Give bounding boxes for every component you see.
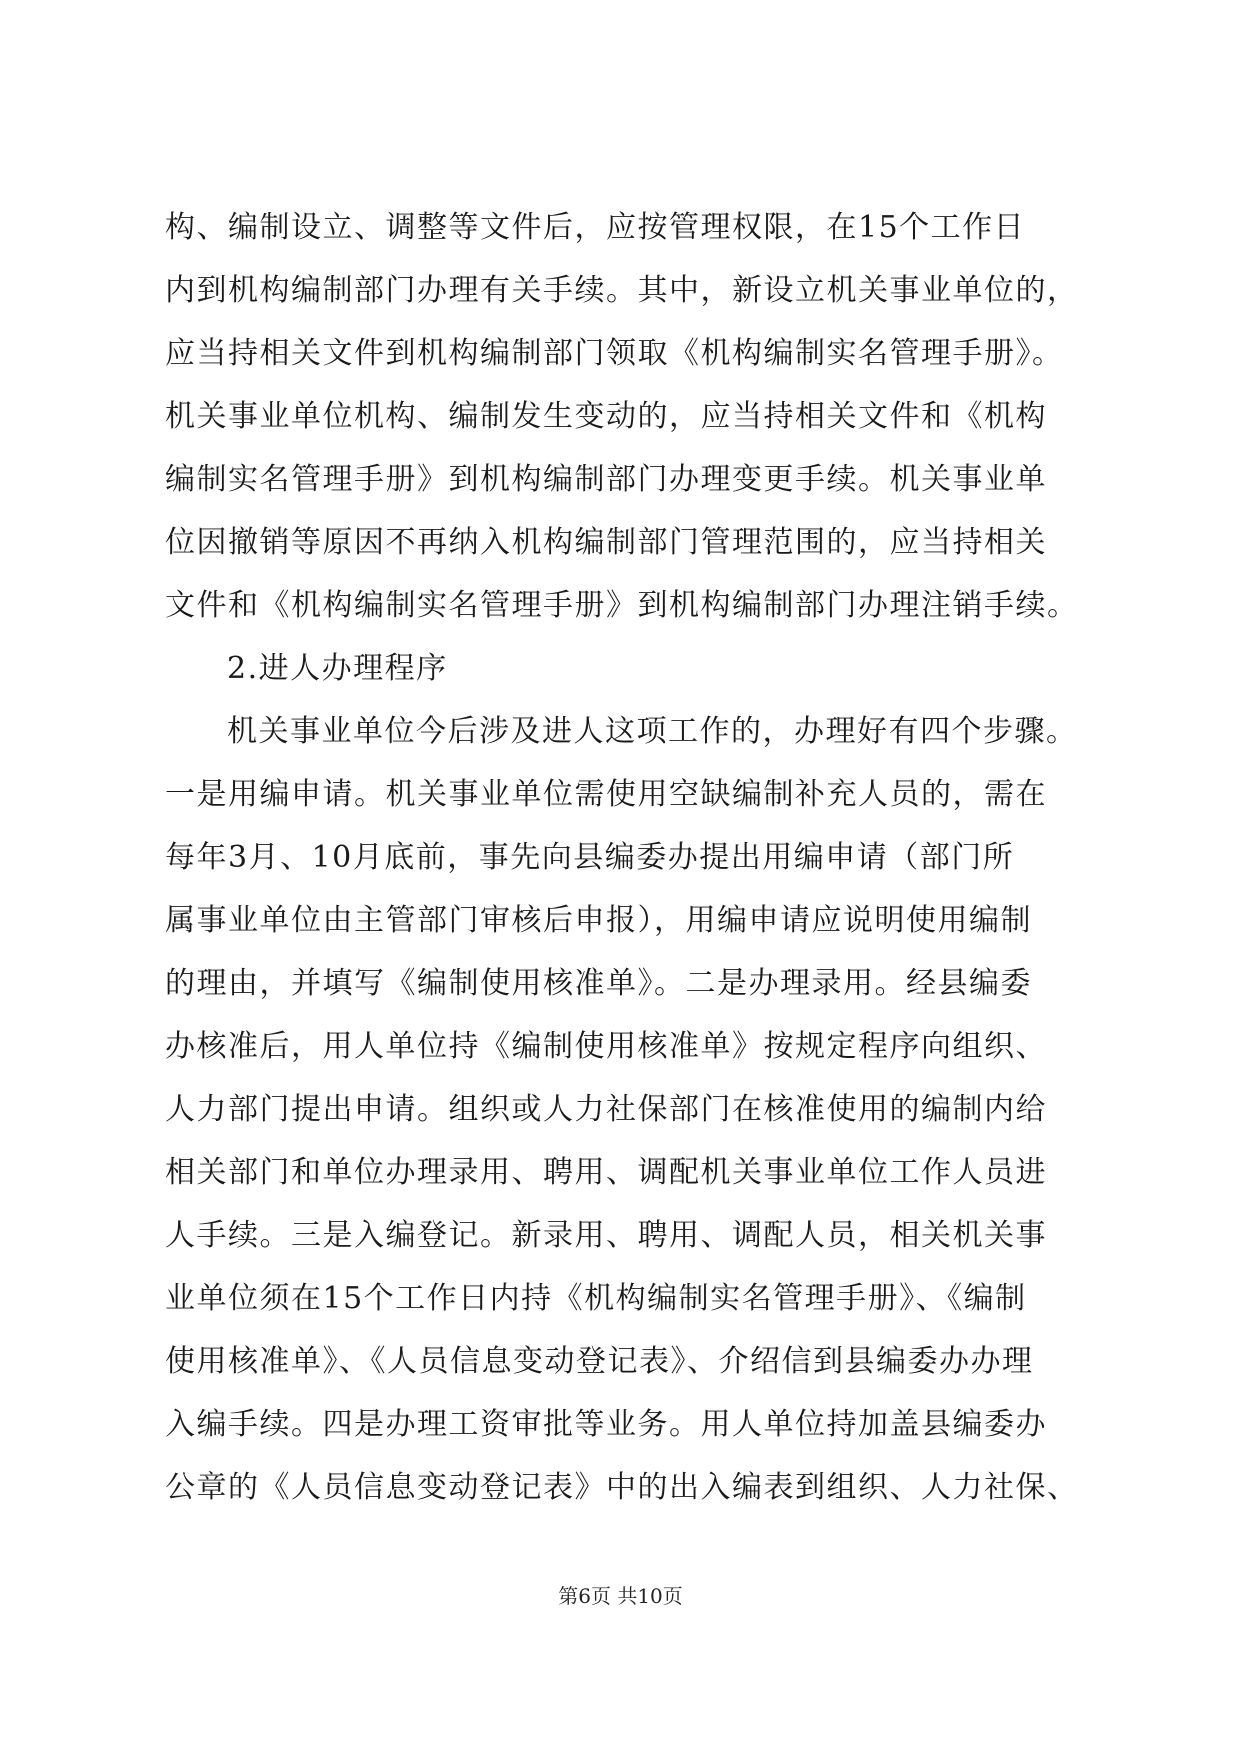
body-text-line: 公章的《人员信息变动登记表》中的出入编表到组织、人力社保、 (165, 1470, 1079, 1505)
body-text-line: 编制实名管理手册》到机构编制部门办理变更手续。机关事业单 (165, 462, 1047, 497)
body-text-line: 的理由，并填写《编制使用核准单》。二是办理录用。经县编委 (165, 966, 1032, 1001)
section-heading: 2.进人办理程序 (227, 651, 448, 686)
body-text-line: 人力部门提出申请。组织或人力社保部门在核准使用的编制内给 (165, 1092, 1047, 1127)
body-text-line: 入编手续。四是办理工资审批等业务。用人单位持加盖县编委办 (165, 1407, 1047, 1442)
body-text-line: 人手续。三是入编登记。新录用、聘用、调配人员，相关机关事 (165, 1218, 1047, 1253)
body-text-line: 位因撤销等原因不再纳入机构编制部门管理范围的，应当持相关 (165, 525, 1047, 560)
body-text-line: 办核准后，用人单位持《编制使用核准单》按规定程序向组织、 (165, 1029, 1047, 1064)
body-text-line: 机关事业单位机构、编制发生变动的，应当持相关文件和《机构 (165, 399, 1047, 434)
body-text-line: 属事业单位由主管部门审核后申报），用编申请应说明使用编制 (165, 903, 1032, 938)
page-number-footer: 第6页 共10页 (558, 1584, 683, 1608)
body-text-line: 构、编制设立、调整等文件后，应按管理权限，在15个工作日 (165, 210, 1026, 245)
body-text-line: 内到机构编制部门办理有关手续。其中，新设立机关事业单位的， (165, 273, 1079, 308)
body-text-line: 一是用编申请。机关事业单位需使用空缺编制补充人员的，需在 (165, 777, 1047, 812)
body-text-line: 相关部门和单位办理录用、聘用、调配机关事业单位工作人员进 (165, 1155, 1047, 1190)
body-text-line: 使用核准单》、《人员信息变动登记表》、介绍信到县编委办办理 (165, 1344, 1034, 1379)
body-text-line: 文件和《机构编制实名管理手册》到机构编制部门办理注销手续。 (165, 588, 1079, 623)
body-text-line: 应当持相关文件到机构编制部门领取《机构编制实名管理手册》。 (165, 336, 1064, 371)
body-text-line: 每年3月、10月底前，事先向县编委办提出用编申请（部门所 (165, 840, 1015, 875)
body-text-line: 机关事业单位今后涉及进人这项工作的，办理好有四个步骤。 (227, 714, 1078, 749)
body-text-line: 业单位须在15个工作日内持《机构编制实名管理手册》、《编制 (165, 1281, 1027, 1316)
